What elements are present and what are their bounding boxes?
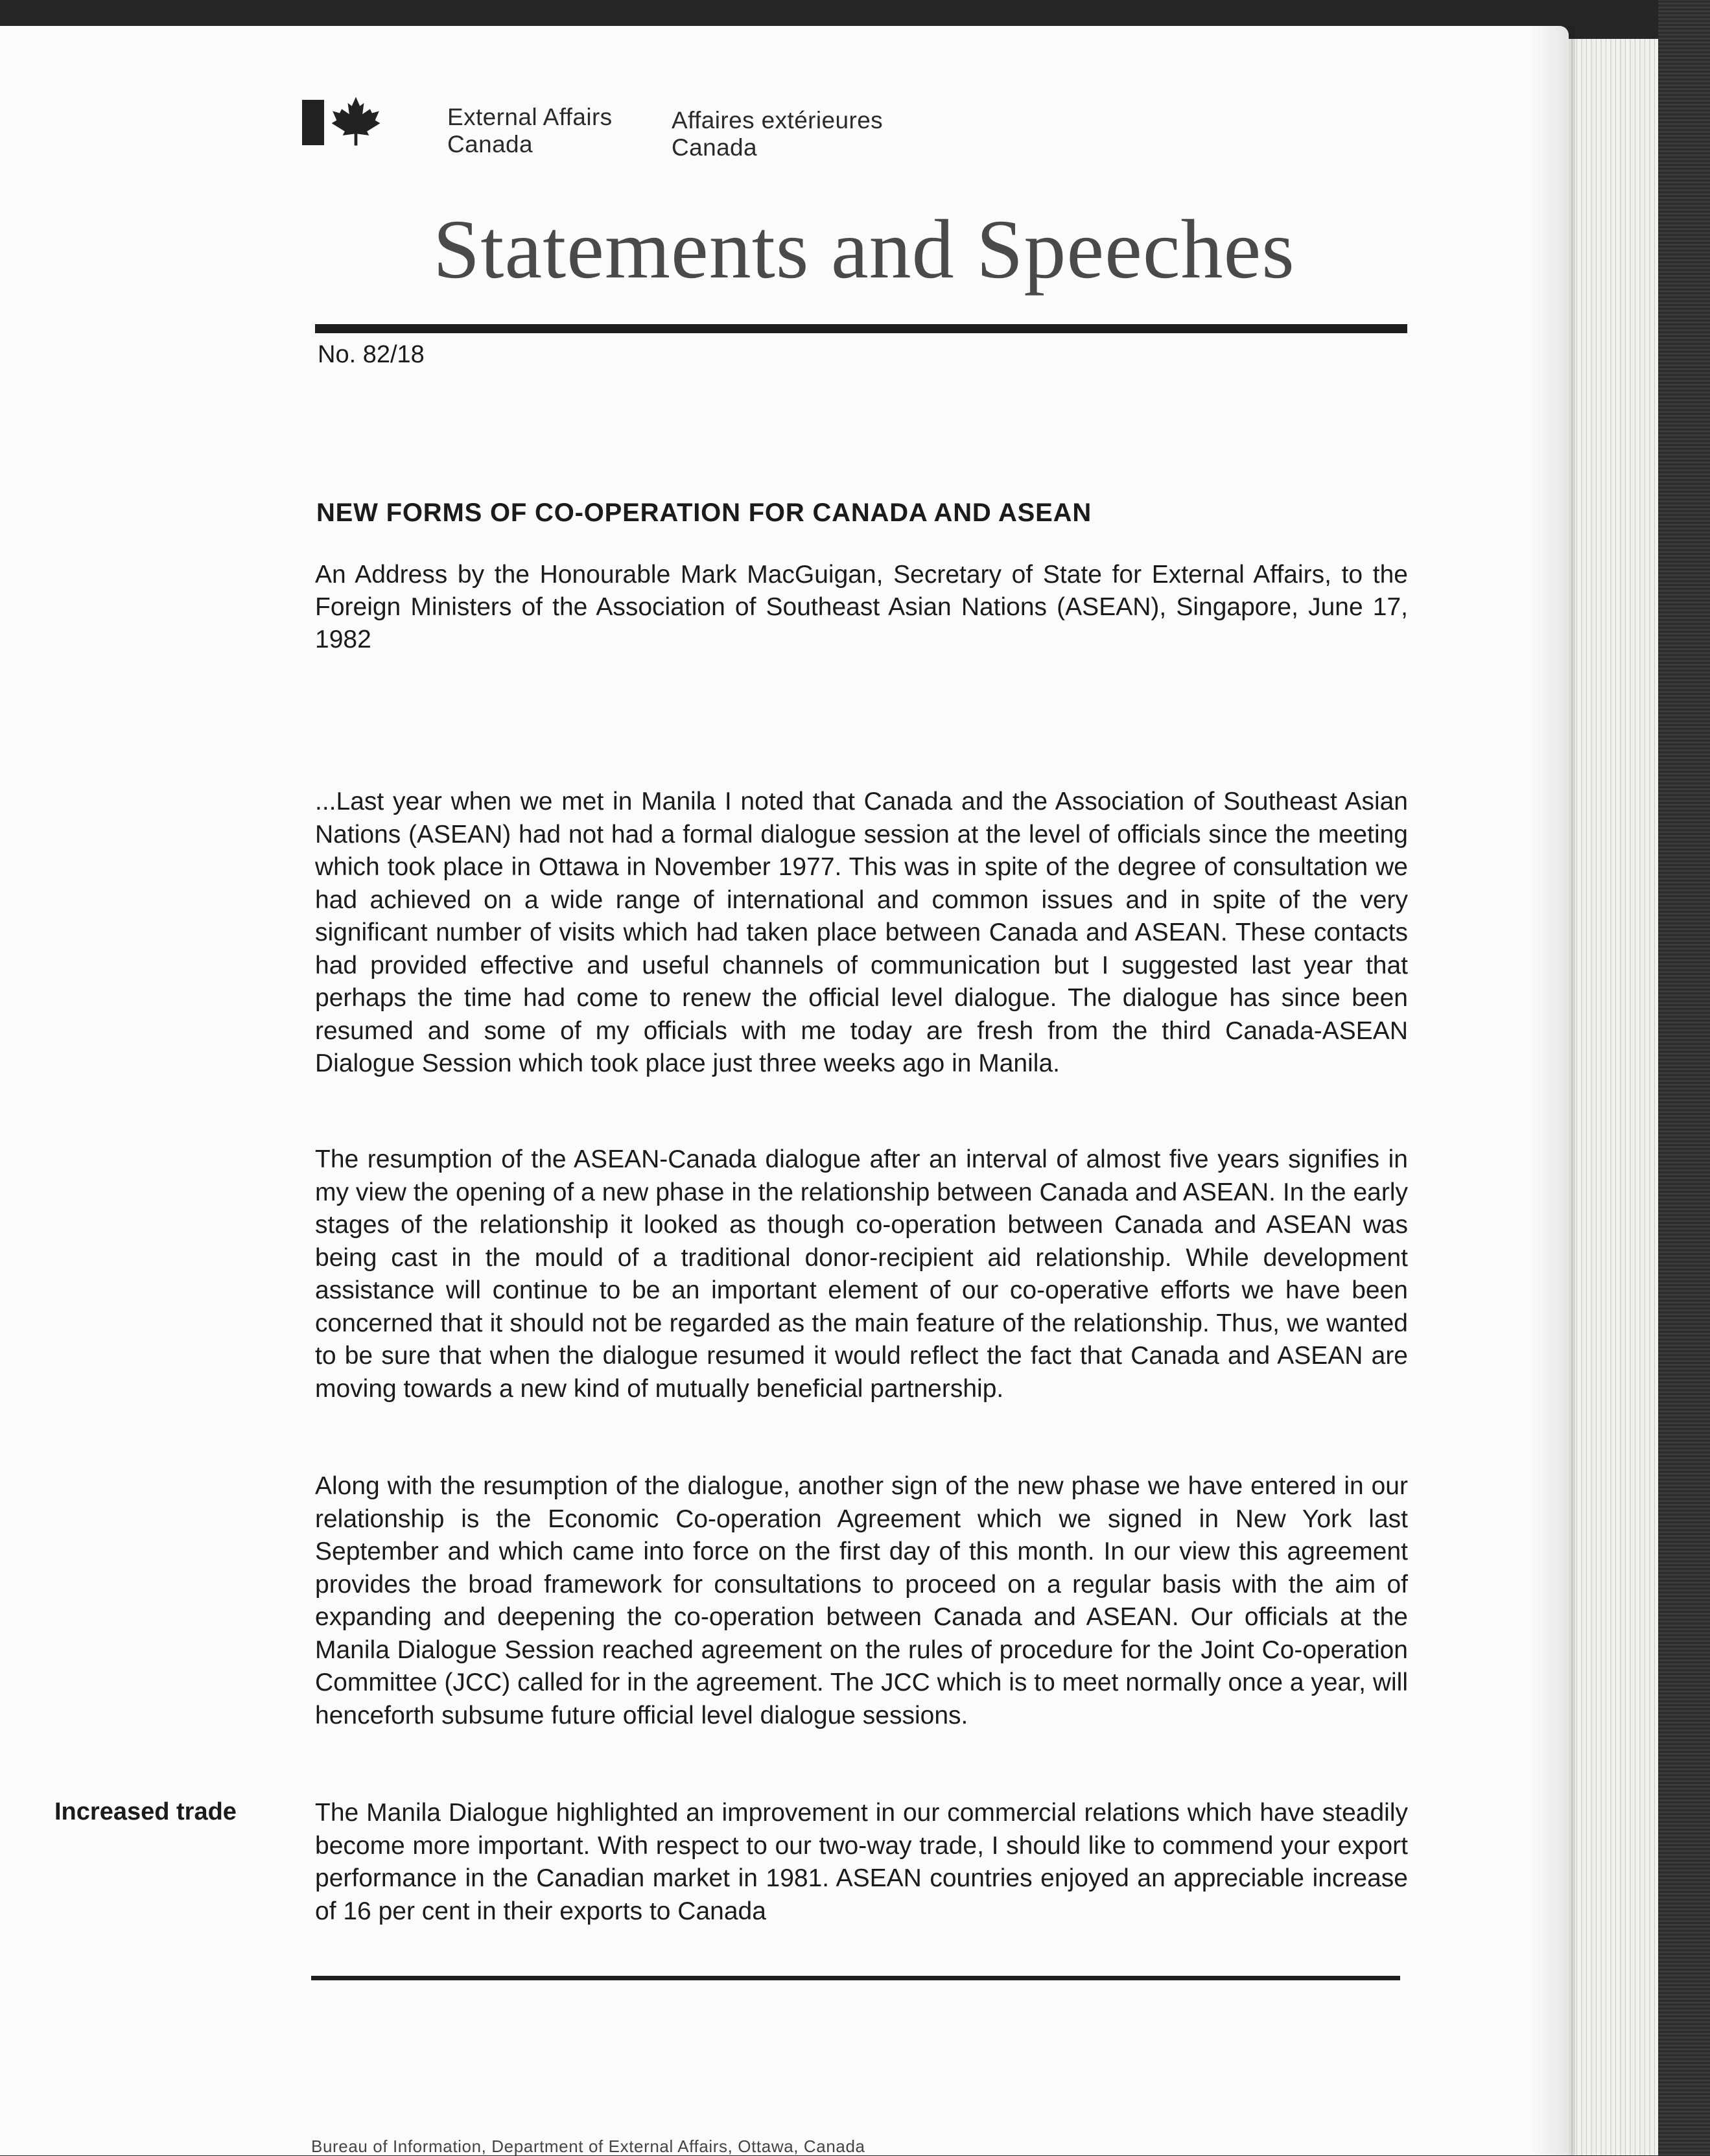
- publication-title: Statements and Speeches: [433, 203, 1295, 296]
- body-paragraph: Along with the resumption of the dialogue, another sign of the new phase we have entered in our relationship is the Economic Co-operation Agreement which we signed in New York last September and which came into force on the first day of this month. In our view this agreement provides the broad framework for consultations to proceed on a regular basis with the aim of expanding and deepening the co-operation between Canada and ASEAN. Our officials at the Manila Dialogue Session reached agreement on the rules of procedure for the Joint Co-operation Committee (JCC) called for in the agreement. The JCC which is to meet normally once a year, will henceforth subsume future official level dialogue sessions.: [315, 1472, 1408, 1729]
- body-paragraph: ...Last year when we met in Manila I noted that Canada and the Association of Southeast Asian Nations (ASEAN) had not had a formal dialogue session at the level of officials since the meeting which took place in Ottawa in November 1977. This was in spite of the degree of consultation we had achieved on a wide range of international and common issues and in spite of the very significant number of visits which had taken place between Canada and ASEAN. These contacts had provided effective and useful channels of communication but I suggested last year that perhaps the time had come to renew the official level dialogue. The dialogue has since been resumed and some of my officials with me today are fresh from the third Canada-ASEAN Dialogue Session which took place just three weeks ago in Manila.: [315, 788, 1408, 1077]
- dept-fr-line2: Canada: [672, 134, 758, 161]
- header-rule: [315, 324, 1407, 333]
- department-name-english: [447, 104, 613, 158]
- book-binding: [1658, 0, 1710, 2155]
- flag-bar: [302, 100, 324, 145]
- margin-note: Increased trade: [54, 1798, 237, 1825]
- document-title: NEW FORMS OF CO-OPERATION FOR CANADA AND ASEAN: [316, 498, 1092, 527]
- department-name-french: [672, 107, 883, 161]
- maple-leaf-flag-icon: [302, 99, 379, 150]
- page-shadow: [1530, 26, 1575, 2155]
- body-paragraph: The resumption of the ASEAN-Canada dialogue after an interval of almost five years signifies in my view the opening of a new phase in the relationship between Canada and ASEAN. In the early stages of the relationship it looked as though co-operation between Canada and ASEAN was being cast in the mould of a traditional donor-recipient aid relationship. While development assistance will continue to be an important element of our co-operative efforts we have been concerned that it should not be regarded as the main feature of the relationship. Thus, we wanted to be sure that when the dialogue resumed it would reflect the fact that Canada and ASEAN are moving towards a new kind of mutually beneficial partnership.: [315, 1145, 1408, 1403]
- dept-en-line2: Canada: [447, 131, 533, 158]
- body-paragraph: The Manila Dialogue highlighted an improvement in our commercial relations which have steadily become more important. With respect to our two-way trade, I should like to commend your export performance in the Canadian market in 1981. ASEAN countries enjoyed an appreciable increase of 16 per cent in their exports to Canada: [315, 1799, 1408, 1925]
- dept-fr-line1: Affaires extérieures: [672, 107, 884, 134]
- footer-text: Bureau of Information, Department of External Affairs, Ottawa, Canada: [311, 2137, 865, 2156]
- document-subtitle: An Address by the Honourable Mark MacGuigan, Secretary of State for External Affairs, to the Foreign Ministers of the Association of Southeast Asian Nations (ASEAN), Singapore, June 17, 1982: [315, 561, 1408, 653]
- document-number: No. 82/18: [318, 341, 425, 368]
- dept-en-line1: External Affairs: [447, 104, 613, 130]
- maple-leaf-icon: [331, 96, 381, 146]
- footer-rule: [311, 1976, 1400, 1980]
